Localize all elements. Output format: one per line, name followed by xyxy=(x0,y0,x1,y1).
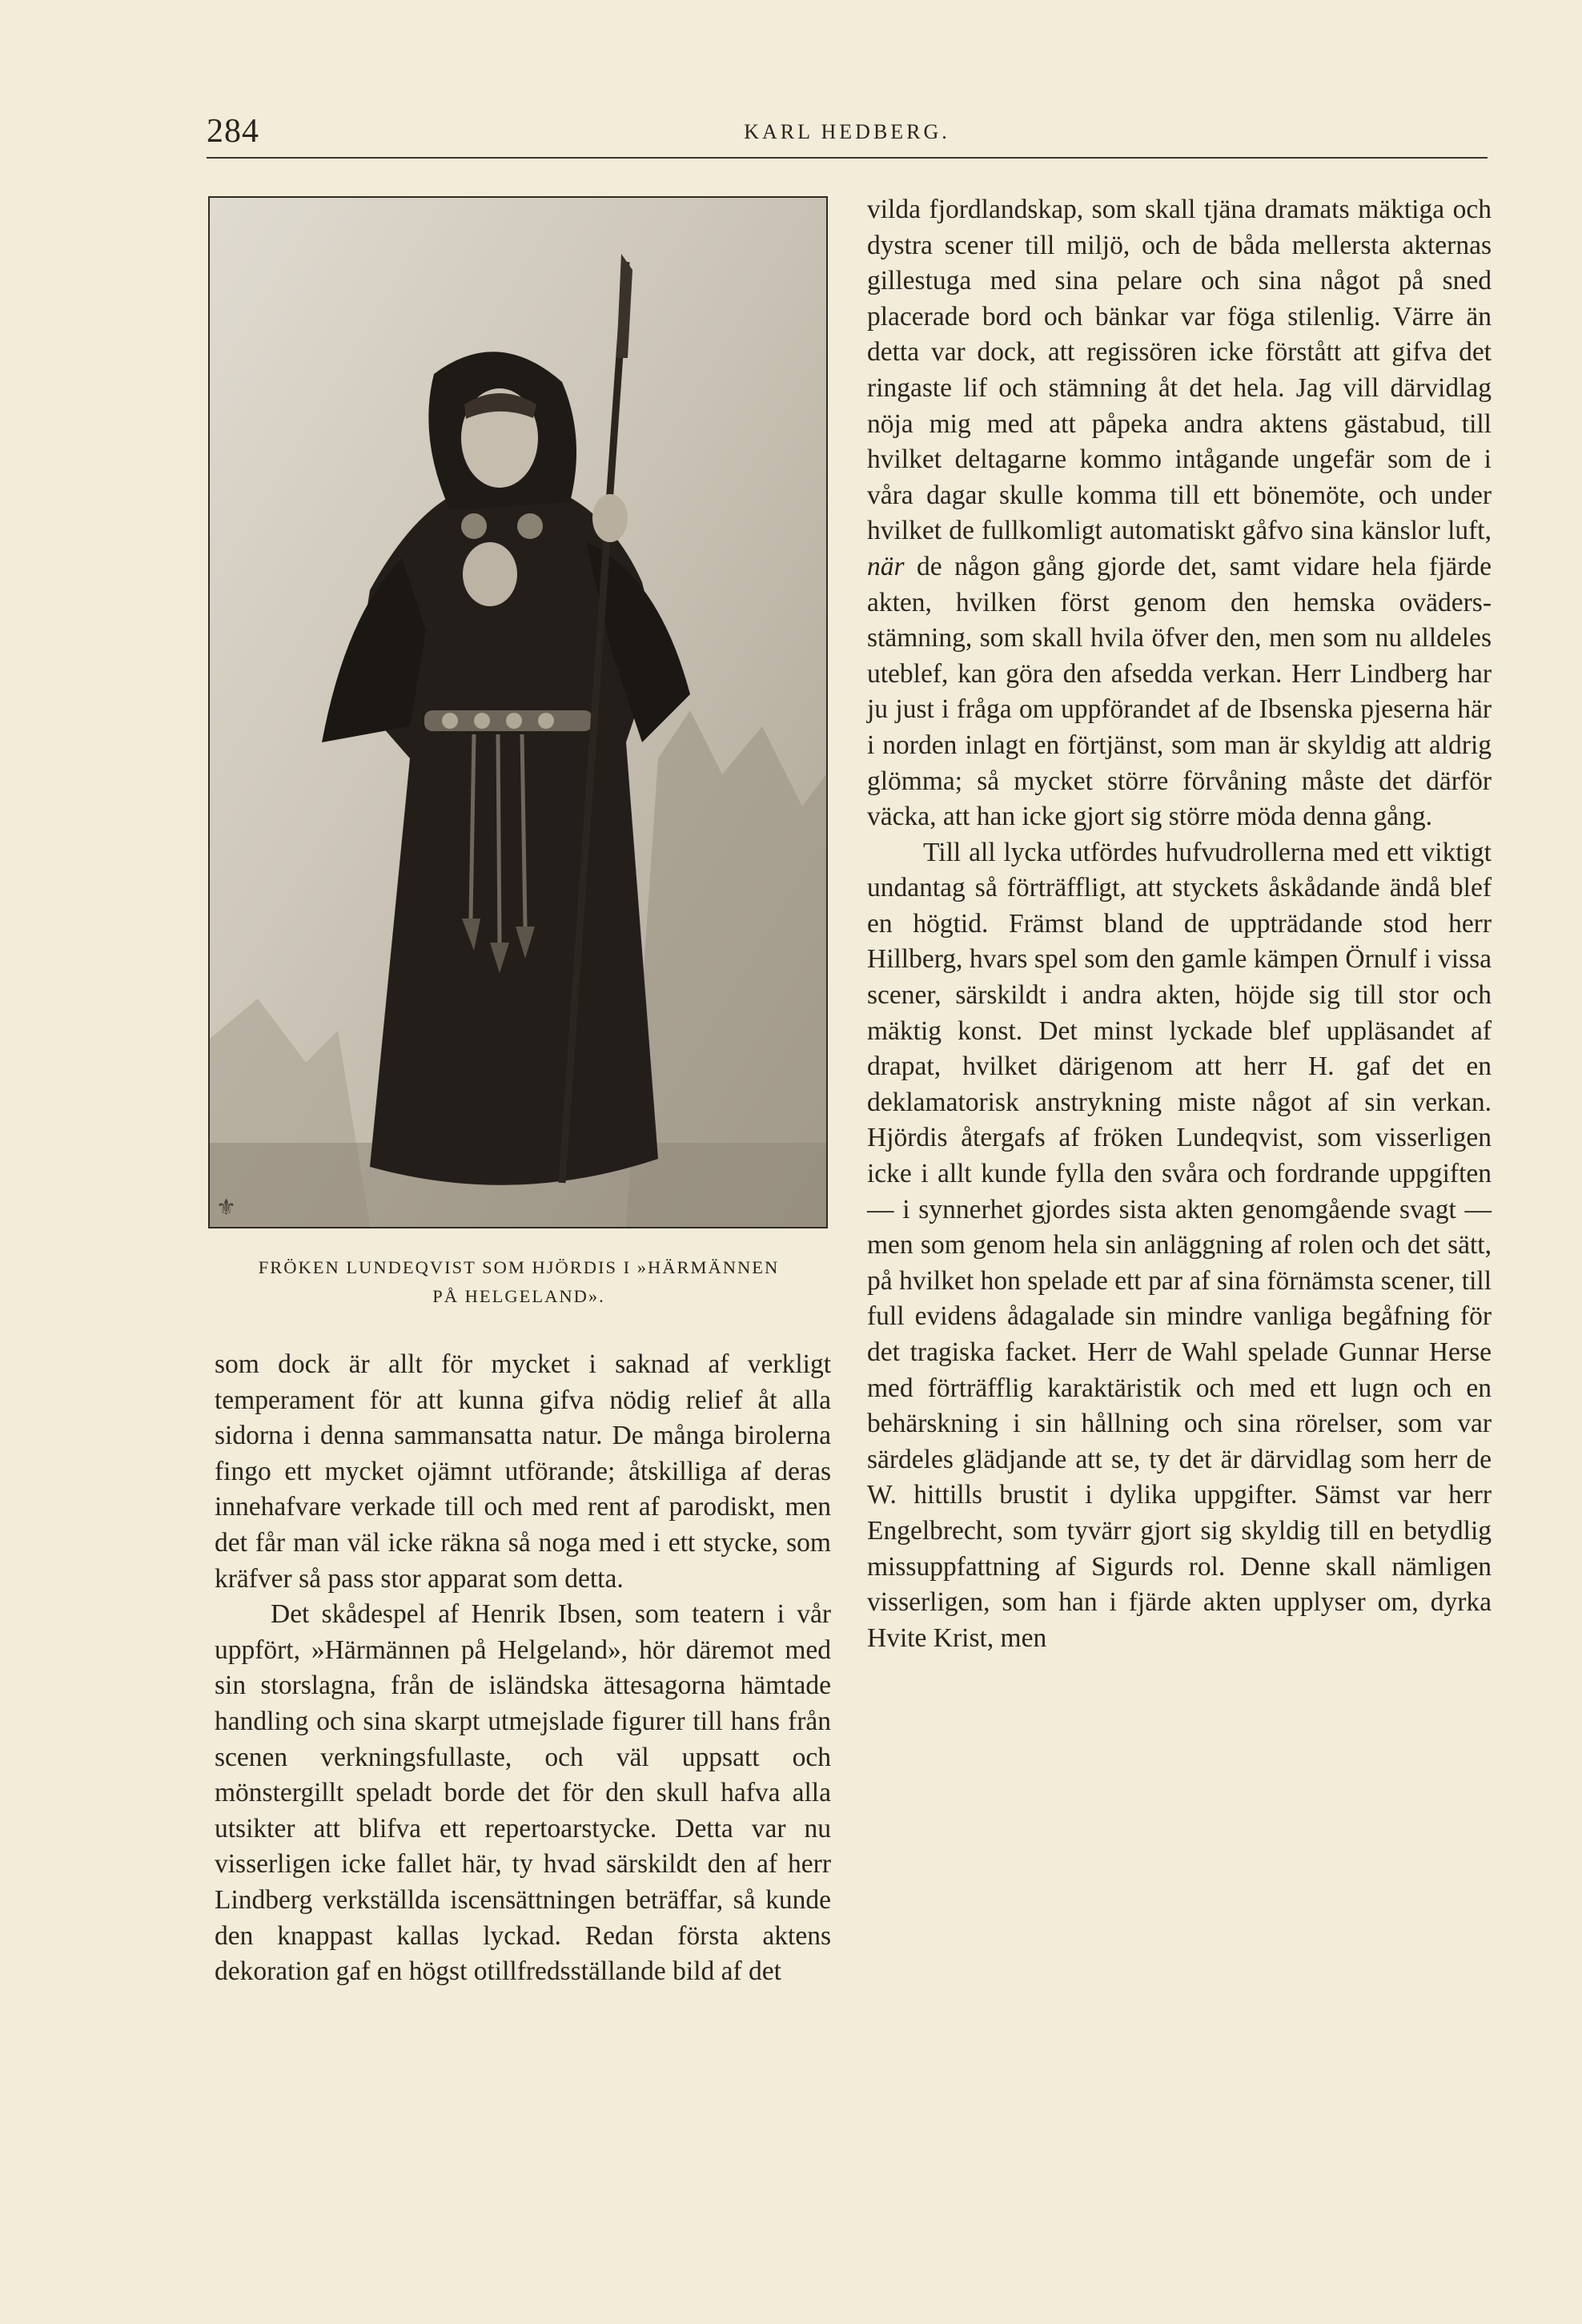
photo-caption xyxy=(207,1253,831,1311)
left-paragraph-2: Det skådespel af Henrik Ibsen, som teatern i vår uppfört, »Härmännen på Helgeland», hör däremot med sin storslagna, från de isländska ättesagorna hämtade handling och sina skarpt utmejslade figurer till hans från scenen verkningsfullaste, och väl uppsatt och mönstergillt speladt borde det för den skull hafva alla utsikter att blifva ett repertoarstycke. Detta var nu visserligen icke fallet här, ty hvad särskildt den af herr Lindberg verkställda iscensättningen beträffar, så kunde den knappast kallas lyckad. Redan första aktens dekoration gaf en högst otillfredsställande bild af det xyxy=(215,1599,831,1987)
right-column xyxy=(867,192,1492,1656)
right-paragraph-1-part-a: vilda fjordlandskap, som skall tjäna dramats mäktiga och dystra scener till miljö, och de båda mellersta akternas gillestuga med sina pelare och sina något på sned placerade bord och bänkar var föga stilenlig. Värre än detta var dock, att regissören icke förstått att gifva det ringaste lif och stämning åt det hela. Jag vill därvidlag nöja mig med att påpeka andra aktens gästabud, till hvilket deltagarne kommo intågande ungefär som de i våra dagar skulle komma till ett bönemöte, och under hvilket de fullkomligt automatiskt gåfvo sina känslor luft, xyxy=(867,195,1492,546)
caption-line-1: FRÖKEN LUNDEQVIST SOM HJÖRDIS I »HÄRMÄNNEN xyxy=(258,1257,780,1277)
header-rule xyxy=(207,157,1488,159)
left-column xyxy=(215,1347,831,1990)
page-header xyxy=(207,112,1488,160)
page-number: 284 xyxy=(207,113,259,150)
right-paragraph-2: Till all lycka utfördes hufvudrollerna med ett viktigt undantag så förträffligt, att styckets åskådande ändå blef en högtid. Främst bland de uppträdande stod herr Hillberg, hvars spel som den gamle kämpen Örnulf i vissa scener, särskildt i andra akten, höjde sig till stor och mäktig konst. Det minst lyckade blef uppläsandet af drapat, hvilket därigenom att herr H. gaf det en deklamatorisk anstrykning miste något af sin verkan. Hjördis återgafs af fröken Lundeqvist, som visserligen icke i allt kunde fylla den svåra och fordrande uppgiften — i synnerhet gjordes sista akten genomgående svagt — men som genom hela sin anläggning af rolen och det sätt, på hvilket hon spelade ett par af sina förnämsta scener, till full evidens ådagalade sin mindre vanliga begåfning för det tragiska facket. Herr de Wahl spelade Gunnar Herse med förträfflig karaktäristik och med ett lugn och en behärskning i sin hållning och sina rörelser, som var särdeles glädjande att se, ty det är därvidlag som herr de W. hittills brustit i dylika uppgifter. Sämst var herr Engelbrecht, som tyvärr gjort sig skyldig till en betydlig missuppfattning af Sigurds rol. Denne skall nämligen visserligen, som han i fjärde akten upplyser om, dyrka Hvite Krist, men xyxy=(867,837,1492,1653)
right-paragraph-1-part-b: de någon gång gjorde det, samt vidare hela fjärde akten, hvilken först genom den hemska oväders-stämning, som skall hvila öfver den, men som nu alldeles uteblef, kan göra den afsedda verkan. Herr Lindberg har ju just i fråga om uppförandet af de Ibsenska pjeserna här i norden inlagt en förtjänst, som man är skyldig att aldrig glömma; så mycket större förvåning måste det därför väcka, att han icke gjort sig större möda denna gång. xyxy=(867,551,1492,832)
right-paragraph-1 xyxy=(867,192,1492,835)
caption-line-2: PÅ HELGELAND». xyxy=(432,1286,605,1306)
left-paragraph-1: som dock är allt för mycket i saknad af verkligt temperament för att kunna gifva nödig relief åt alla sidorna i denna sammansatta natur. De många birolerna fingo ett mycket ojämnt utförande; åtskilliga af deras innehafvare verkade till och med rent af parodiskt, men det får man väl icke räkna så noga med i ett stycke, som kräfver så pass stor apparat som detta. xyxy=(215,1349,831,1594)
svg-text:⚜: ⚜ xyxy=(216,1194,237,1220)
photograph xyxy=(208,196,828,1228)
emphasis-word: när xyxy=(867,551,905,581)
running-head: KARL HEDBERG. xyxy=(744,120,950,143)
photograph-illustration xyxy=(210,198,826,1227)
